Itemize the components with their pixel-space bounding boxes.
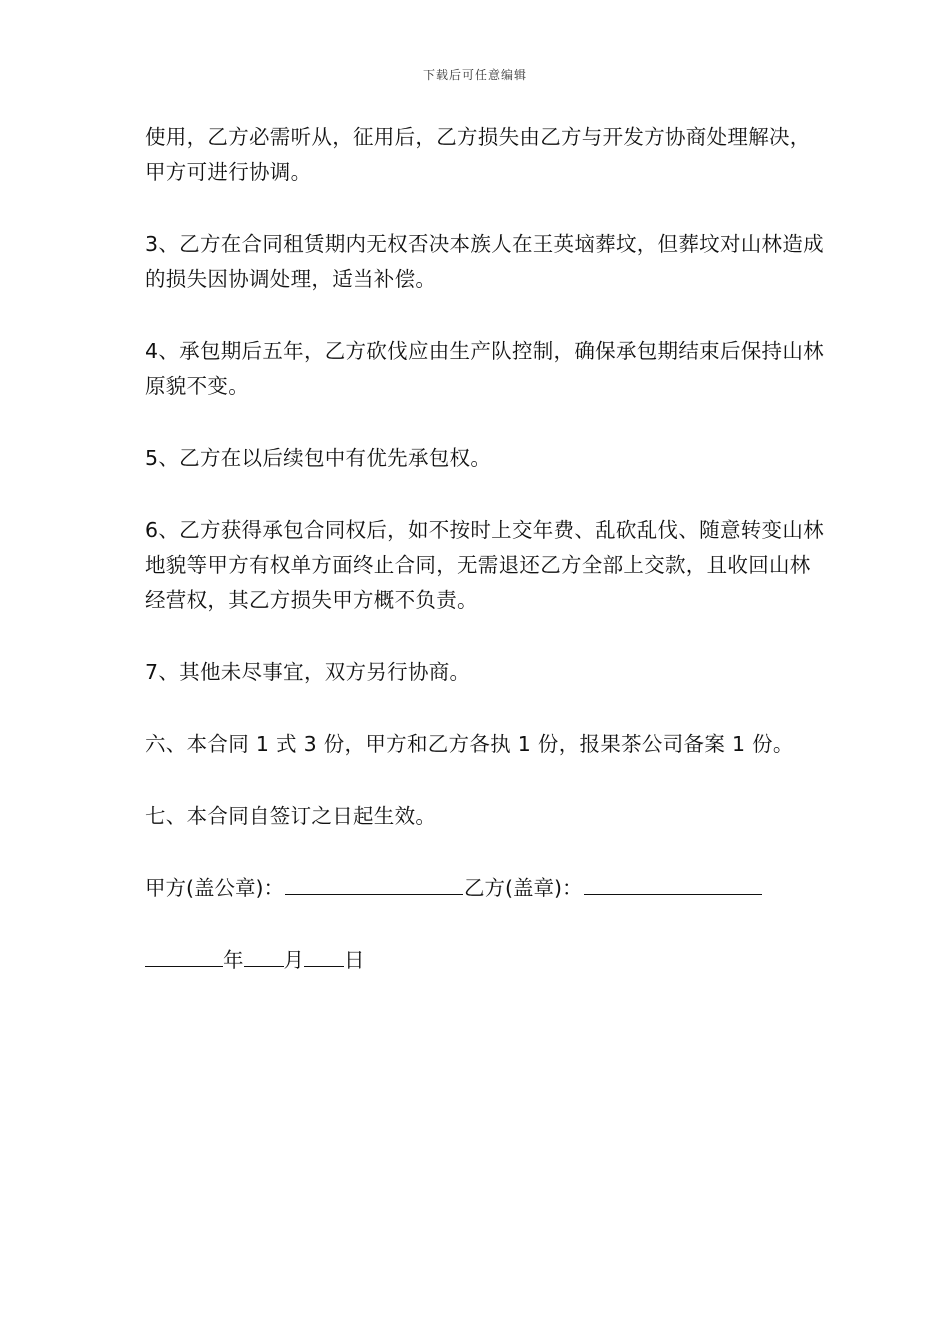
paragraph-clause-6: 6、乙方获得承包合同权后，如不按时上交年费、乱砍乱伐、随意转变山林地貌等甲方有权单方面终止合同，无需退还乙方全部上交款，且收回山林经营权，其乙方损失甲方概不负责。 [145, 518, 824, 612]
party-a-label: 甲方(盖公章)： [145, 876, 284, 900]
paragraph-section-six: 六、本合同 1 式 3 份，甲方和乙方各执 1 份，报果茶公司备案 1 份。 [145, 732, 794, 756]
party-b-signature-blank [584, 872, 762, 895]
document-body [145, 120, 830, 1015]
party-b-label: 乙方(盖章)： [464, 876, 583, 900]
page-header: 下载后可任意编辑 [422, 68, 527, 82]
month-blank [244, 944, 284, 967]
day-blank [304, 944, 344, 967]
paragraph-section-seven: 七、本合同自签订之日起生效。 [145, 804, 437, 828]
party-a-signature-blank [285, 872, 463, 895]
date-line [145, 943, 830, 978]
month-label: 月 [283, 948, 304, 972]
paragraph-clause-7: 7、其他未尽事宜，双方另行协商。 [145, 660, 471, 684]
paragraph-clause-4: 4、承包期后五年，乙方砍伐应由生产队控制，确保承包期结束后保持山林原貌不变。 [145, 339, 824, 398]
paragraph-clause-3: 3、乙方在合同租赁期内无权否决本族人在王英垴葬坟，但葬坟对山林造成的损失因协调处理，适当补偿。 [145, 232, 824, 291]
year-label: 年 [223, 948, 244, 972]
paragraph-continuation: 使用，乙方必需听从，征用后，乙方损失由乙方与开发方协商处理解决，甲方可进行协调。 [145, 125, 811, 184]
signature-line [145, 871, 830, 906]
year-blank [145, 944, 223, 967]
day-label: 日 [344, 948, 365, 972]
paragraph-clause-5: 5、乙方在以后续包中有优先承包权。 [145, 446, 492, 470]
